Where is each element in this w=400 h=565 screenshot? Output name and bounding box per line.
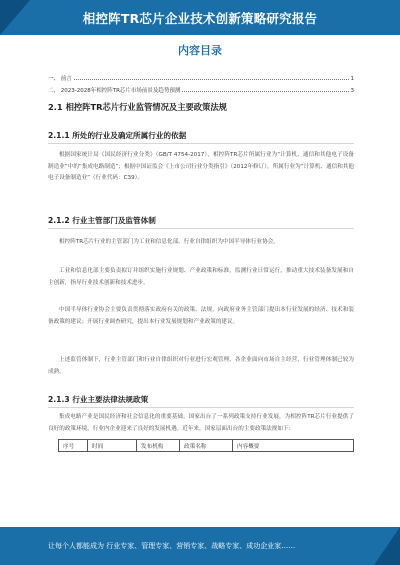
policy-table xyxy=(58,439,354,452)
toc-entry-page: 1 xyxy=(350,76,354,82)
toc-entry[interactable] xyxy=(48,84,354,94)
section-heading-2-1-3: 2.1.3 行业主要法律法规政策 xyxy=(48,395,149,404)
table-header-cell: 内容概要 xyxy=(233,440,354,452)
footer-slogan: 让每个人都能成为 行业专家、管理专家、营销专家、战略专家、成功企业家…… xyxy=(48,542,296,550)
toc-leader-dots xyxy=(182,91,348,92)
toc-entry-label: 二、 2023-2028年相控阵TR芯片市场前景及趋势预测 xyxy=(48,88,181,94)
toc-title: 内容目录 xyxy=(178,44,222,57)
table-header-cell: 序号 xyxy=(59,440,88,452)
table-header-cell: 发布机构 xyxy=(137,440,180,452)
section-heading-2-1-1: 2.1.1 所处的行业及确定所属行业的依据 xyxy=(48,131,187,140)
toc-leader-dots xyxy=(74,79,349,80)
toc-entry[interactable] xyxy=(48,72,354,82)
toc-entry-page: 3 xyxy=(350,88,354,94)
table-header-row xyxy=(59,440,354,452)
paragraph: 相控阵TR芯片行业的主管部门为工业和信息化部，行业自律组织为中国半导体行业协会。 xyxy=(59,239,279,245)
footer-accent xyxy=(374,527,400,565)
paragraph: 工业和信息化部主要负责拟订并组织实施行业规划、产业政策和标准，监测行业日常运行，推动重大技术装备发展和自主创新，指导行业技术创新和技术进步。 xyxy=(48,268,354,286)
section-heading-2-1-2: 2.1.2 行业主管部门及监管体制 xyxy=(48,216,156,225)
heading-divider xyxy=(48,228,354,229)
report-title: 相控阵TR芯片企业技术创新策略研究报告 xyxy=(82,11,318,26)
paragraph: 集成电路产业是国民经济和社会信息化的重要基础，国家出台了一系列政策支持行业发展，为相控阵TR芯片行业提供了良好的政策环境，行业内企业迎来了良好的发展机遇。近年来，国家层面出台的主要政策法规如下： xyxy=(48,414,354,432)
toc-entry-label: 一、 前言 xyxy=(48,76,72,82)
table-header-cell: 时间 xyxy=(88,440,137,452)
heading-divider xyxy=(48,407,354,408)
heading-divider xyxy=(48,143,354,144)
footer-banner xyxy=(0,527,400,565)
section-heading-2-1: 2.1 相控阵TR芯片行业监管情况及主要政策法规 xyxy=(48,102,227,112)
header-banner xyxy=(0,0,400,35)
paragraph: 根据国家统计局《国民经济行业分类》（GB/T 4754-2017），相控阵TR芯片所属行业为“计算机、通信和其他电子设备制造业”中的“集成电路制造”；根据中国证监会《上市公司行业分类指引》（2012年修订），所属行业为“计算机、通信和其他电子设备制造业”（行业代码：C39）。 xyxy=(48,152,354,181)
paragraph: 上述监管体制下，行业主管部门和行业自律组织对行业进行宏观管理，各企业面向市场自主经营，行业管理体制已较为成熟。 xyxy=(48,357,354,375)
table-header-cell: 政策名称 xyxy=(180,440,233,452)
paragraph: 中国半导体行业协会主要负责贯彻落实政府有关的政策、法规，向政府业务主管部门提出本行业发展的经济、技术和装备政策的建议；开展行业调查研究，提出本行业发展规划和产业政策的建议。 xyxy=(48,307,354,325)
